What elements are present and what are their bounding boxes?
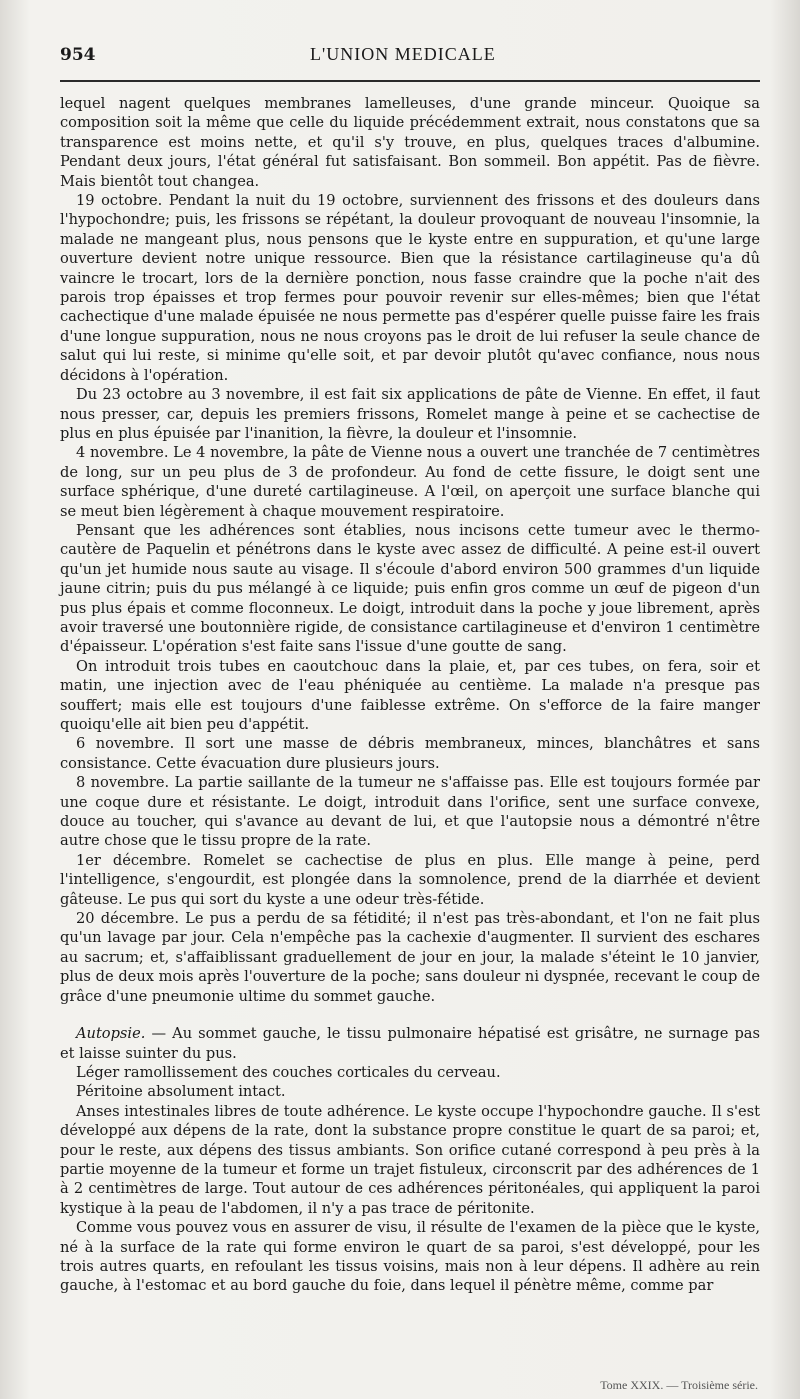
paragraph: 19 octobre. Pendant la nuit du 19 octobre, surviennent des frissons et des douleurs dans l'hypochondre; puis, les frissons se répétant, la douleur provoquant de nouveau l'insomnie, la malade ne mangeant plus, nous pensons que le kyste entre en suppuration, et qu'une large ouverture devient notre unique ressource. Bien que la résistance cartilagineuse qu'a dû vaincre le trocart, lors de la dernière ponction, nous fasse craindre que la poche n'ait des parois trop épaisses et trop fermes pour pouvoir revenir sur elles-mêmes; bien que l'état cachectique d'une malade épuisée ne nous permette pas d'espérer quelle puisse faire les frais d'une longue suppuration, nous ne nous croyons pas le droit de lui refuser la seule chance de salut qui lui reste, si minime qu'elle soit, et par devoir plutôt qu'avec confiance, nous nous décidons à l'opération. — [60, 192, 760, 384]
autopsy-text: — Au sommet gauche, le tissu pulmonaire hépatisé est grisâtre, ne surnage pas et laisse suinter du pus. — [60, 1025, 760, 1062]
autopsy-heading: Autopsie. — [76, 1025, 146, 1043]
page-footer: Tome XXIX. — Troisième série. — [600, 1378, 758, 1392]
paragraph: Léger ramollissement des couches corticales du cerveau. — [76, 1063, 501, 1081]
paragraph: 4 novembre. Le 4 novembre, la pâte de Vienne nous a ouvert une tranchée de 7 centimètres de long, sur un peu plus de 3 de profondeur. Au fond de cette fissure, le doigt sent une surface sphérique, d'une dureté cartilagineuse. A l'œil, on aperçoit une surface blanche qui se meut bien légèrement à chaque mouvement respiratoire. — [60, 444, 760, 520]
paragraph: lequel nagent quelques membranes lamelleuses, d'une grande minceur. Quoique sa composition soit la même que celle du liquide précédemment extrait, nous constatons que sa transparence est moins nette, et qu'il s'y trouve, en plus, quelques traces d'albumine. Pendant deux jours, l'état général fut satisfaisant. Bon sommeil. Bon appétit. Pas de fièvre. Mais bientôt tout changea. — [60, 95, 760, 190]
paragraph: Du 23 octobre au 3 novembre, il est fait six applications de pâte de Vienne. En effet, il faut nous presser, car, depuis les premiers frissons, Romelet mange à peine et se cachectise de plus en plus épuisée par l'inanition, la fièvre, la douleur et l'insomnie. — [60, 386, 760, 442]
paragraph: 1er décembre. Romelet se cachectise de plus en plus. Elle mange à peine, perd l'intelligence, s'engourdit, est plongée dans la somnolence, prend de la diarrhée et devient gâteuse. Le pus qui sort du kyste a une odeur très-fétide. — [60, 851, 760, 908]
page-number: 954 — [60, 45, 96, 65]
paragraph: 6 novembre. Il sort une masse de débris membraneux, minces, blanchâtres et sans consistance. Cette évacuation dure plusieurs jours. — [60, 735, 760, 772]
body-text — [60, 94, 760, 1296]
paragraph: Péritoine absolument intact. — [76, 1083, 286, 1101]
paragraph: Pensant que les adhérences sont établies, nous incisons cette tumeur avec le thermo-cautère de Paquelin et pénétrons dans le kyste avec assez de difficulté. A peine est-il ouvert qu'un jet humide nous saute au visage. Il s'écoule d'abord environ 500 grammes d'un liquide jaune citrin; puis du pus mélangé à ce liquide; puis enfin gros comme un œuf de pigeon d'un pus plus épais et comme floconneux. Le doigt, introduit dans la poche y joue librement, après avoir traversé une boutonnière rigide, de consistance cartilagineuse et d'environ 1 centimètre d'épaisseur. L'opération s'est faite sans l'issue d'une goutte de sang. — [60, 521, 760, 656]
paragraph: 8 novembre. La partie saillante de la tumeur ne s'affaisse pas. Elle est toujours formée par une coque dure et résistante. Le doigt, introduit dans l'orifice, sent une surface convexe, douce au toucher, qui s'avance au devant de lui, et que l'autopsie nous a démontré n'être autre chose que le tissu propre de la rate. — [60, 774, 760, 850]
running-header — [60, 44, 760, 82]
paragraph: Comme vous pouvez vous en assurer de visu, il résulte de l'examen de la pièce que le kyste, né à la surface de la rate qui forme environ le quart de sa paroi, s'est développé, pour les trois autres quarts, en refoulant les tissus voisins, mais non à leur dépens. Il adhère au rein gauche, à l'estomac et au bord gauche du foie, dans lequel il pénètre même, comme par — [60, 1219, 760, 1295]
paragraph: 20 décembre. Le pus a perdu de sa fétidité; il n'est pas très-abondant, et l'on ne fait plus qu'un lavage par jour. Cela n'empêche pas la cachexie d'augmenter. Il survient des eschares au sacrum; et, s'affaiblissant graduellement de jour en jour, la malade s'éteint le 10 janvier, plus de deux mois après l'ouverture de la poche; sans douleur ni dyspnée, recevant le coup de grâce d'une pneumonie ultime du sommet gauche. — [60, 910, 760, 1005]
autopsy-paragraph — [60, 1024, 760, 1063]
paragraph: On introduit trois tubes en caoutchouc dans la plaie, et, par ces tubes, on fera, soir et matin, une injection avec de l'eau phéniquée au centième. La malade n'a presque pas souffert; mais elle est toujours d'une faiblesse extrême. On s'efforce de la faire manger quoiqu'elle ait bien peu d'appétit. — [60, 657, 760, 733]
journal-title: L'UNION MEDICALE — [310, 44, 496, 64]
paragraph: Anses intestinales libres de toute adhérence. Le kyste occupe l'hypochondre gauche. Il s'est développé aux dépens de la rate, dont la substance propre constitue le quart de sa paroi; et, pour le reste, aux dépens des tissus ambiants. Son orifice cutané correspond à peu près à la partie moyenne de la tumeur et forme un trajet fistuleux, circonscrit par des adhérences de 1 à 2 centimètres de large. Tout autour de ces adhérences péritonéales, qui appliquent la paroi kystique à la peau de l'abdomen, il n'y a pas trace de péritonite. — [60, 1102, 760, 1217]
